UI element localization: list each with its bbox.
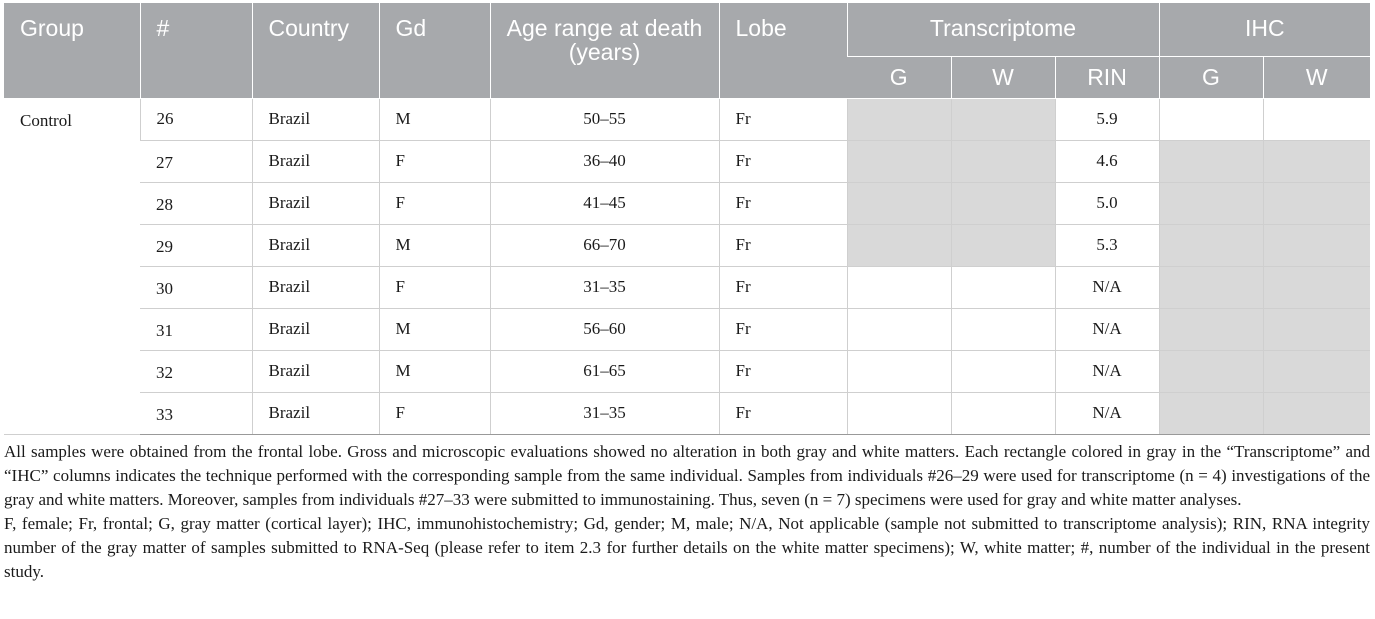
cell-transcriptome-g bbox=[847, 182, 951, 224]
table-row bbox=[4, 140, 1370, 182]
cell-ihc-w bbox=[1263, 350, 1370, 392]
cell-ihc-g bbox=[1159, 392, 1263, 434]
cell-ihc-w bbox=[1263, 308, 1370, 350]
cell-age: 36–40 bbox=[490, 140, 719, 182]
cell-gender: F bbox=[379, 140, 490, 182]
cell-country: Brazil bbox=[252, 224, 379, 266]
cell-gender: F bbox=[379, 266, 490, 308]
cell-rin: N/A bbox=[1055, 392, 1159, 434]
cell-transcriptome-g bbox=[847, 392, 951, 434]
cell-ihc-g bbox=[1159, 98, 1263, 140]
cell-gender: M bbox=[379, 308, 490, 350]
cell-rin: 5.9 bbox=[1055, 98, 1159, 140]
subheader-rin: RIN bbox=[1055, 56, 1159, 98]
cell-age: 31–35 bbox=[490, 266, 719, 308]
header-lobe: Lobe bbox=[719, 3, 847, 98]
cell-number: 32 bbox=[140, 350, 252, 392]
cell-lobe: Fr bbox=[719, 308, 847, 350]
cell-number: 26 bbox=[140, 98, 252, 140]
table-row bbox=[4, 392, 1370, 434]
cell-ihc-w bbox=[1263, 98, 1370, 140]
cell-number: 30 bbox=[140, 266, 252, 308]
cell-ihc-g bbox=[1159, 182, 1263, 224]
cell-country: Brazil bbox=[252, 308, 379, 350]
subheader-transcriptome-w: W bbox=[951, 56, 1055, 98]
footnote-main: All samples were obtained from the frontal lobe. Gross and microscopic evaluations showed no alteration in both gray and white matters. Each rectangle colored in gray in the “Transcriptome” and “IHC” columns indicates the technique performed with the corresponding sample from the same individual. Samples from individuals #26–29 were used for transcriptome (n = 4) investigations of the gray and white matters. Moreover, samples from individuals #27–33 were submitted to immunostaining. Thus, seven (n = 7) specimens were used for gray and white matter analyses. bbox=[4, 441, 1370, 509]
cell-country: Brazil bbox=[252, 350, 379, 392]
cell-transcriptome-g bbox=[847, 308, 951, 350]
cell-rin: N/A bbox=[1055, 350, 1159, 392]
subheader-ihc-g: G bbox=[1159, 56, 1263, 98]
cell-number: 31 bbox=[140, 308, 252, 350]
cell-ihc-w bbox=[1263, 392, 1370, 434]
cell-lobe: Fr bbox=[719, 140, 847, 182]
cell-age: 31–35 bbox=[490, 392, 719, 434]
cell-lobe: Fr bbox=[719, 266, 847, 308]
cell-transcriptome-w bbox=[951, 308, 1055, 350]
cell-transcriptome-w bbox=[951, 350, 1055, 392]
cell-number: 27 bbox=[140, 140, 252, 182]
cell-transcriptome-g bbox=[847, 350, 951, 392]
cell-transcriptome-w bbox=[951, 392, 1055, 434]
cell-country: Brazil bbox=[252, 98, 379, 140]
cell-lobe: Fr bbox=[719, 182, 847, 224]
table-row bbox=[4, 224, 1370, 266]
cell-ihc-g bbox=[1159, 308, 1263, 350]
cell-transcriptome-w bbox=[951, 266, 1055, 308]
cell-lobe: Fr bbox=[719, 350, 847, 392]
table-row bbox=[4, 308, 1370, 350]
cell-country: Brazil bbox=[252, 392, 379, 434]
cell-transcriptome-g bbox=[847, 140, 951, 182]
cell-transcriptome-g bbox=[847, 224, 951, 266]
cell-ihc-g bbox=[1159, 266, 1263, 308]
table-container bbox=[4, 3, 1370, 584]
cell-ihc-g bbox=[1159, 350, 1263, 392]
cell-country: Brazil bbox=[252, 182, 379, 224]
cell-transcriptome-w bbox=[951, 182, 1055, 224]
cell-ihc-w bbox=[1263, 182, 1370, 224]
group-cell: Control bbox=[4, 98, 140, 434]
cell-ihc-w bbox=[1263, 224, 1370, 266]
cell-rin: N/A bbox=[1055, 308, 1159, 350]
table-row bbox=[4, 182, 1370, 224]
cell-age: 41–45 bbox=[490, 182, 719, 224]
table-row bbox=[4, 266, 1370, 308]
cell-ihc-w bbox=[1263, 140, 1370, 182]
subheader-transcriptome-g: G bbox=[847, 56, 951, 98]
table-body bbox=[4, 98, 1370, 434]
cell-number: 29 bbox=[140, 224, 252, 266]
cell-gender: M bbox=[379, 224, 490, 266]
cell-transcriptome-w bbox=[951, 140, 1055, 182]
cell-ihc-w bbox=[1263, 266, 1370, 308]
cell-transcriptome-g bbox=[847, 98, 951, 140]
cell-age: 66–70 bbox=[490, 224, 719, 266]
cell-gender: F bbox=[379, 392, 490, 434]
cell-ihc-g bbox=[1159, 140, 1263, 182]
header-number: # bbox=[140, 3, 252, 98]
header-ihc: IHC bbox=[1159, 3, 1370, 56]
cell-gender: M bbox=[379, 98, 490, 140]
header-group: Group bbox=[4, 3, 140, 98]
cell-rin: 5.3 bbox=[1055, 224, 1159, 266]
cell-rin: 4.6 bbox=[1055, 140, 1159, 182]
samples-table bbox=[4, 3, 1370, 435]
header-gender: Gd bbox=[379, 3, 490, 98]
cell-age: 56–60 bbox=[490, 308, 719, 350]
cell-transcriptome-w bbox=[951, 224, 1055, 266]
table-row bbox=[4, 98, 1370, 140]
header-country: Country bbox=[252, 3, 379, 98]
table-row bbox=[4, 350, 1370, 392]
header-transcriptome: Transcriptome bbox=[847, 3, 1159, 56]
cell-rin: N/A bbox=[1055, 266, 1159, 308]
cell-transcriptome-g bbox=[847, 266, 951, 308]
table-footnotes bbox=[4, 440, 1370, 584]
cell-number: 28 bbox=[140, 182, 252, 224]
cell-country: Brazil bbox=[252, 140, 379, 182]
cell-age: 61–65 bbox=[490, 350, 719, 392]
cell-lobe: Fr bbox=[719, 392, 847, 434]
cell-gender: M bbox=[379, 350, 490, 392]
cell-number: 33 bbox=[140, 392, 252, 434]
subheader-ihc-w: W bbox=[1263, 56, 1370, 98]
cell-country: Brazil bbox=[252, 266, 379, 308]
footnote-abbreviations: F, female; Fr, frontal; G, gray matter (cortical layer); IHC, immunohistochemistry; Gd, gender; M, male; N/A, Not applicable (sample not submitted to transcriptome analysis); RIN, RNA integrity number of the gray matter of samples submitted to RNA-Seq (please refer to item 2.3 for further details on the white matter specimens); W, white matter; #, number of the individual in the present study. bbox=[4, 513, 1370, 581]
header-age-range: Age range at death (years) bbox=[490, 3, 719, 98]
cell-transcriptome-w bbox=[951, 98, 1055, 140]
cell-lobe: Fr bbox=[719, 98, 847, 140]
cell-lobe: Fr bbox=[719, 224, 847, 266]
cell-gender: F bbox=[379, 182, 490, 224]
cell-ihc-g bbox=[1159, 224, 1263, 266]
cell-age: 50–55 bbox=[490, 98, 719, 140]
cell-rin: 5.0 bbox=[1055, 182, 1159, 224]
